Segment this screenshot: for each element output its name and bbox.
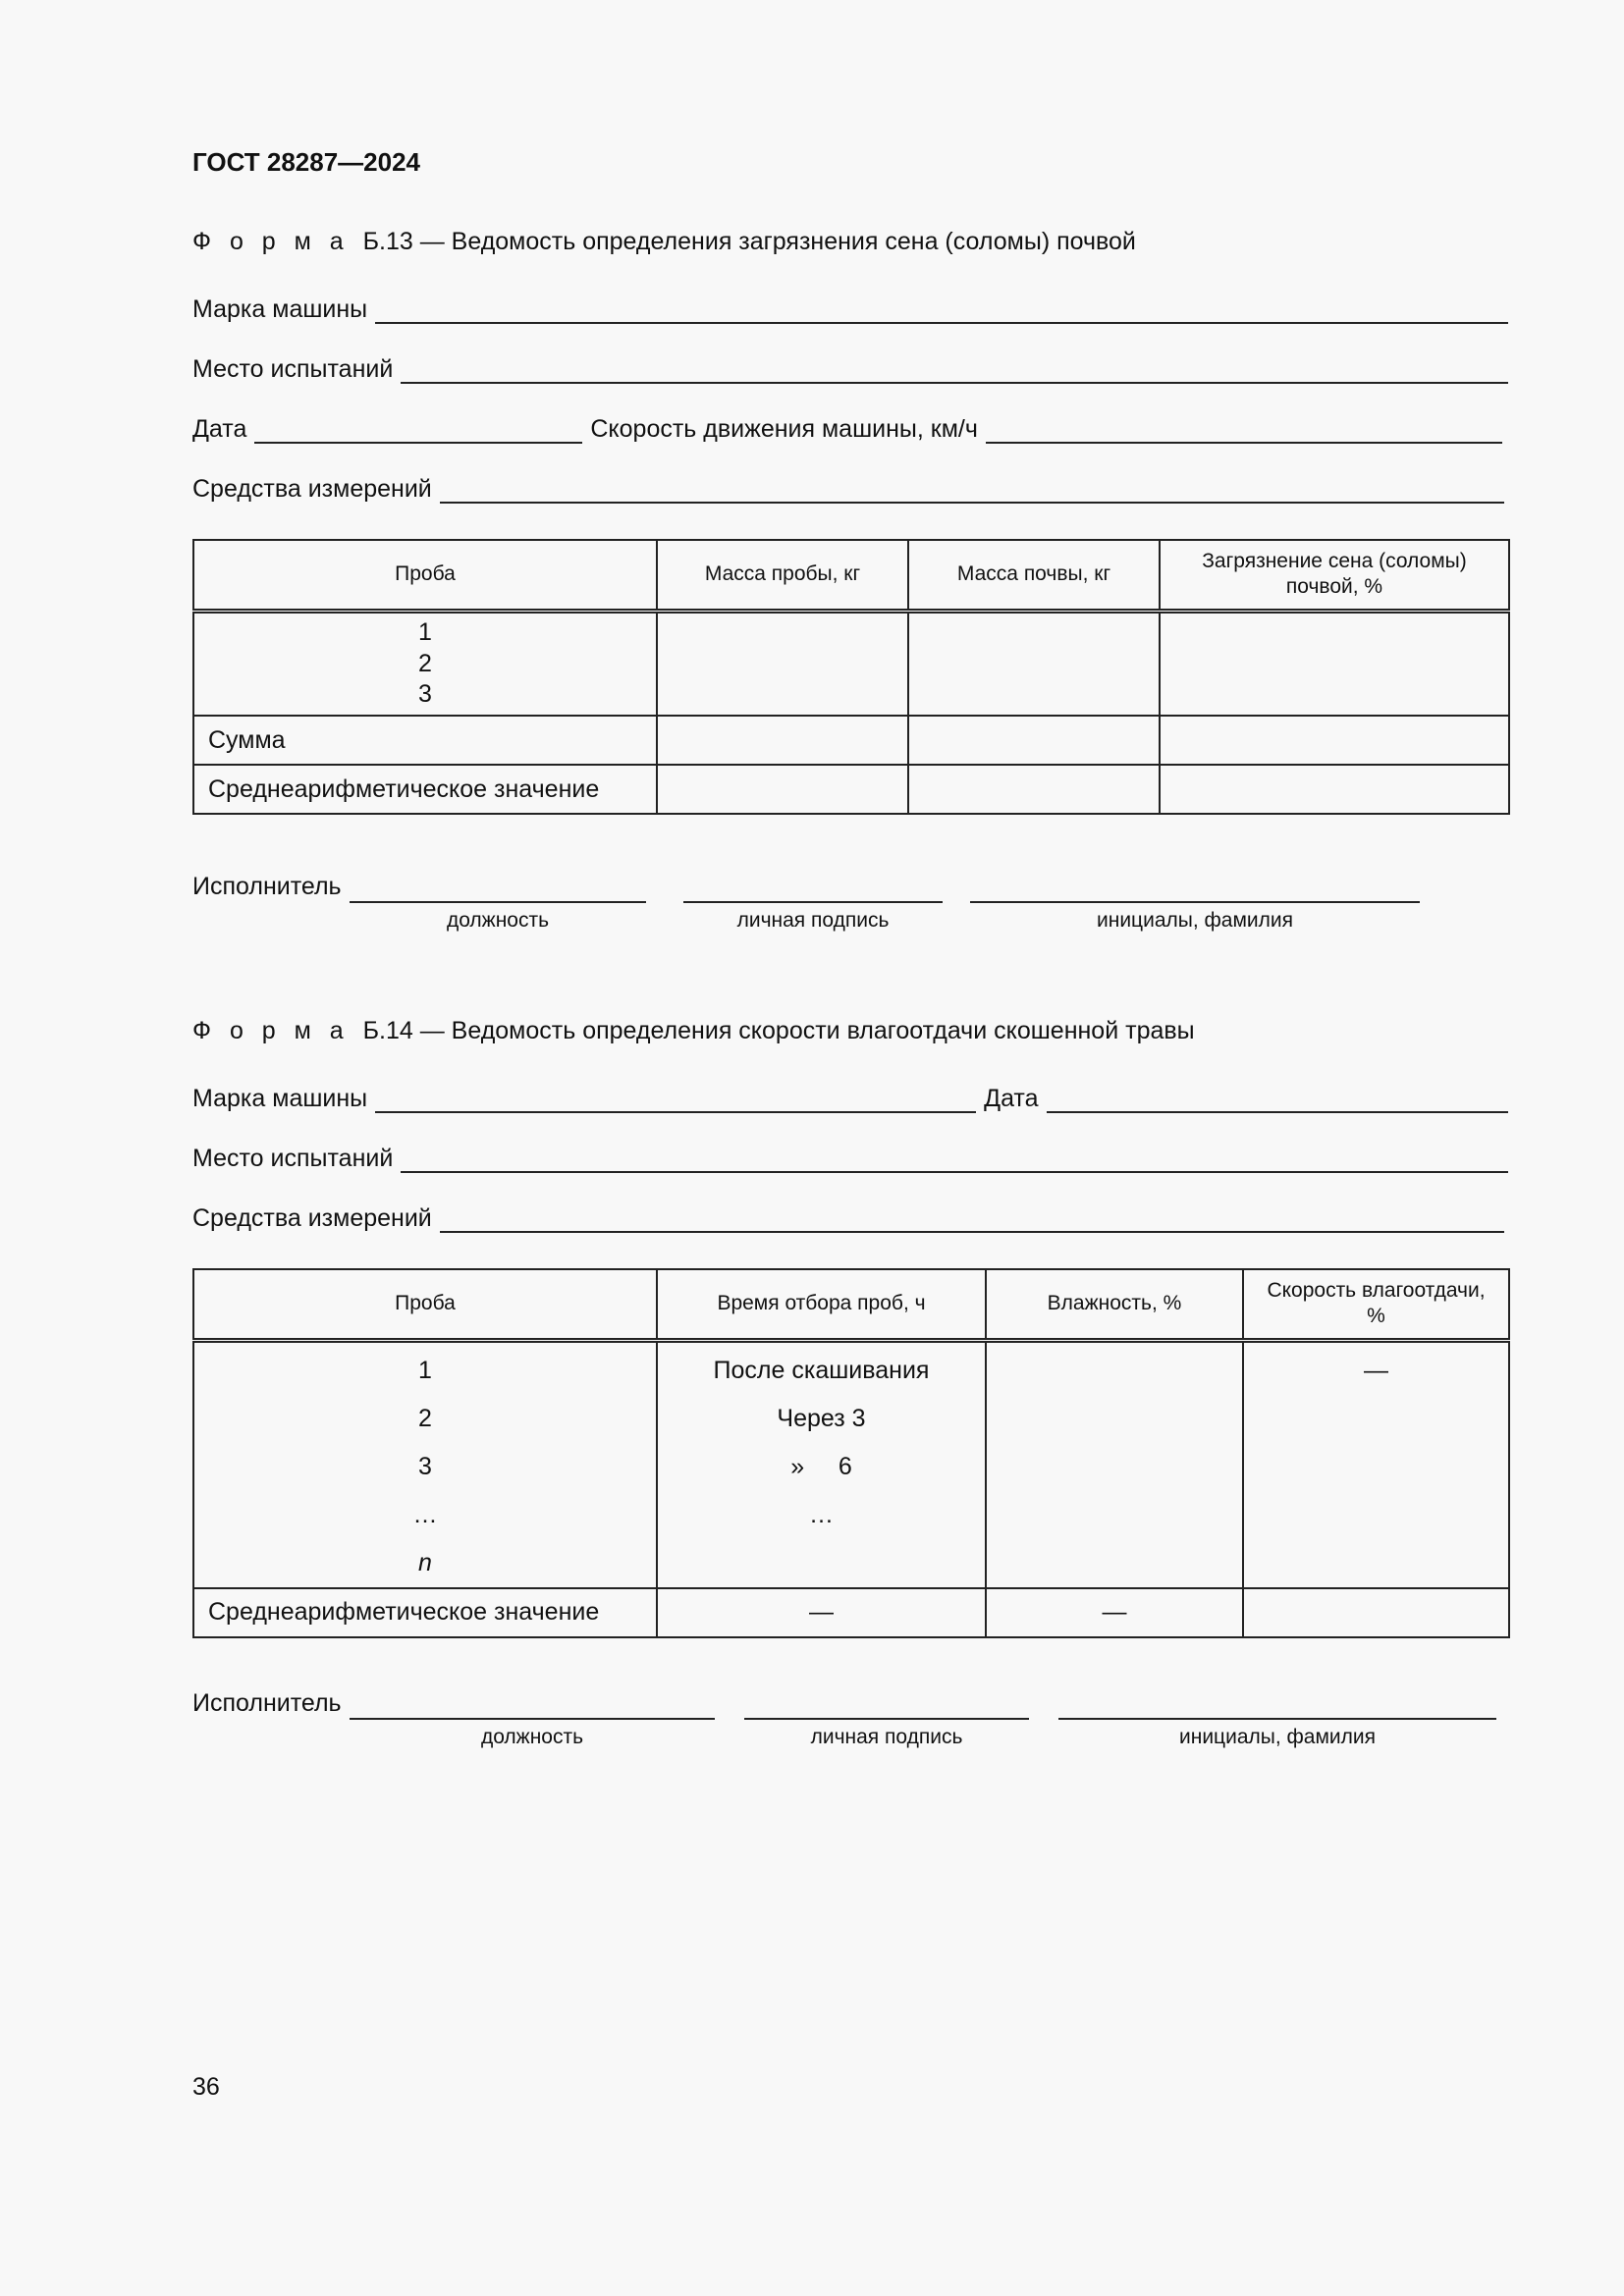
form13-place-line[interactable] xyxy=(401,348,1508,384)
table-cell[interactable] xyxy=(1160,716,1509,765)
table-row xyxy=(193,1340,1509,1588)
form14-signature-caption: личная подпись xyxy=(810,1726,963,1748)
form13-col-sample-mass: Масса пробы, кг xyxy=(657,540,908,611)
form14-mean-humidity: — xyxy=(986,1588,1243,1637)
sample-number: n xyxy=(418,1548,432,1576)
form14-tools-line[interactable] xyxy=(440,1198,1504,1233)
form14-date-label: Дата xyxy=(984,1085,1039,1112)
form14-date-line[interactable] xyxy=(1047,1078,1509,1113)
document-code: ГОСТ 28287—2024 xyxy=(192,147,420,177)
table-cell[interactable] xyxy=(1160,611,1509,716)
form14-executor-block xyxy=(192,1686,1508,1748)
table-row xyxy=(193,1588,1509,1637)
sample-number: 1 xyxy=(418,1356,432,1384)
table-row xyxy=(193,611,1509,716)
form13-position-caption: должность xyxy=(446,909,550,932)
form14-mean-label: Среднеарифметическое значение xyxy=(193,1588,657,1637)
form13-col-contamination: Загрязнение сена (соломы) почвой, % xyxy=(1160,540,1509,611)
table-cell[interactable] xyxy=(657,716,908,765)
form13-speed-label: Скорость движения машины, км/ч xyxy=(590,415,978,443)
form13-executor-label: Исполнитель xyxy=(192,873,342,900)
form13-machine-field xyxy=(192,291,1508,324)
form13-place-label: Место испытаний xyxy=(192,355,394,383)
form14-position-line[interactable] xyxy=(350,1718,715,1720)
form13-machine-label: Марка машины xyxy=(192,295,368,323)
form14-col-sample: Проба xyxy=(193,1269,657,1340)
page-number: 36 xyxy=(192,2073,220,2101)
form13-sample-numbers xyxy=(193,611,657,716)
form13-title xyxy=(192,228,1136,256)
form14-machine-line[interactable] xyxy=(375,1078,976,1113)
form13-position-line[interactable] xyxy=(350,901,646,903)
sample-time: … xyxy=(809,1500,834,1528)
form13-machine-line[interactable] xyxy=(375,289,1508,324)
form13-col-soil-mass: Масса почвы, кг xyxy=(908,540,1160,611)
form14-tools-field xyxy=(192,1200,1504,1233)
table-cell[interactable] xyxy=(986,1340,1243,1588)
form13-title-prefix: Ф о р м а xyxy=(192,228,350,255)
table-cell[interactable] xyxy=(908,716,1160,765)
form14-executor-label: Исполнитель xyxy=(192,1689,342,1717)
form14-sample-times xyxy=(657,1340,986,1588)
form13-name-line[interactable] xyxy=(970,901,1420,903)
table-row xyxy=(193,716,1509,765)
form14-col-humidity: Влажность, % xyxy=(986,1269,1243,1340)
sample-number: 3 xyxy=(418,1452,432,1480)
sample-number: 1 xyxy=(418,618,432,647)
form14-name-line[interactable] xyxy=(1058,1718,1496,1720)
form14-table xyxy=(192,1268,1510,1638)
form14-title-prefix: Ф о р м а xyxy=(192,1017,350,1044)
form13-speed-line[interactable] xyxy=(986,408,1502,444)
form13-tools-field xyxy=(192,470,1504,504)
form14-title-text: Б.14 — Ведомость определения скорости влагоотдачи скошенной травы xyxy=(362,1017,1195,1044)
sample-time: После скашивания xyxy=(713,1356,930,1384)
form13-name-caption: инициалы, фамилия xyxy=(1097,909,1293,932)
form14-machine-date-field xyxy=(192,1080,1508,1113)
form13-date-speed-field xyxy=(192,410,1502,444)
form14-position-caption: должность xyxy=(480,1726,584,1748)
form13-date-line[interactable] xyxy=(254,408,582,444)
form14-place-field xyxy=(192,1140,1508,1173)
form14-place-label: Место испытаний xyxy=(192,1145,394,1172)
form14-place-line[interactable] xyxy=(401,1138,1508,1173)
form14-signature-line[interactable] xyxy=(744,1718,1029,1720)
sample-number: 2 xyxy=(418,1404,432,1432)
table-cell[interactable] xyxy=(657,611,908,716)
form13-table xyxy=(192,539,1510,815)
form13-mean-label: Среднеарифметическое значение xyxy=(193,765,657,814)
table-row xyxy=(193,765,1509,814)
table-cell[interactable] xyxy=(1243,1588,1509,1637)
table-cell[interactable] xyxy=(657,765,908,814)
sample-time: Через 3 xyxy=(777,1404,866,1432)
form14-tools-label: Средства измерений xyxy=(192,1204,432,1232)
table-cell[interactable] xyxy=(908,611,1160,716)
form14-rate-cell[interactable] xyxy=(1243,1340,1509,1588)
form14-mean-time: — xyxy=(657,1588,986,1637)
form13-col-sample: Проба xyxy=(193,540,657,611)
sample-number: 3 xyxy=(418,679,432,708)
form14-col-rate: Скорость влагоотдачи, % xyxy=(1243,1269,1509,1340)
form14-title xyxy=(192,1017,1195,1045)
form13-date-label: Дата xyxy=(192,415,247,443)
sample-time xyxy=(658,1539,985,1587)
form14-name-caption: инициалы, фамилия xyxy=(1179,1726,1376,1748)
form13-signature-line[interactable] xyxy=(683,901,943,903)
form14-machine-label: Марка машины xyxy=(192,1085,368,1112)
sample-time: » 6 xyxy=(790,1452,852,1480)
rate-first-dash: — xyxy=(1364,1356,1388,1384)
form14-col-time: Время отбора проб, ч xyxy=(657,1269,986,1340)
form13-signature-caption: личная подпись xyxy=(736,909,890,932)
form13-tools-line[interactable] xyxy=(440,468,1504,504)
sample-number: 2 xyxy=(418,649,432,677)
sample-number: … xyxy=(412,1500,438,1528)
form13-place-field xyxy=(192,350,1508,384)
table-cell[interactable] xyxy=(1160,765,1509,814)
form13-title-text: Б.13 — Ведомость определения загрязнения сена (соломы) почвой xyxy=(362,228,1136,255)
form13-tools-label: Средства измерений xyxy=(192,475,432,503)
form13-executor-block xyxy=(192,870,1508,932)
table-cell[interactable] xyxy=(908,765,1160,814)
form14-sample-numbers xyxy=(193,1340,657,1588)
form13-sum-label: Сумма xyxy=(193,716,657,765)
